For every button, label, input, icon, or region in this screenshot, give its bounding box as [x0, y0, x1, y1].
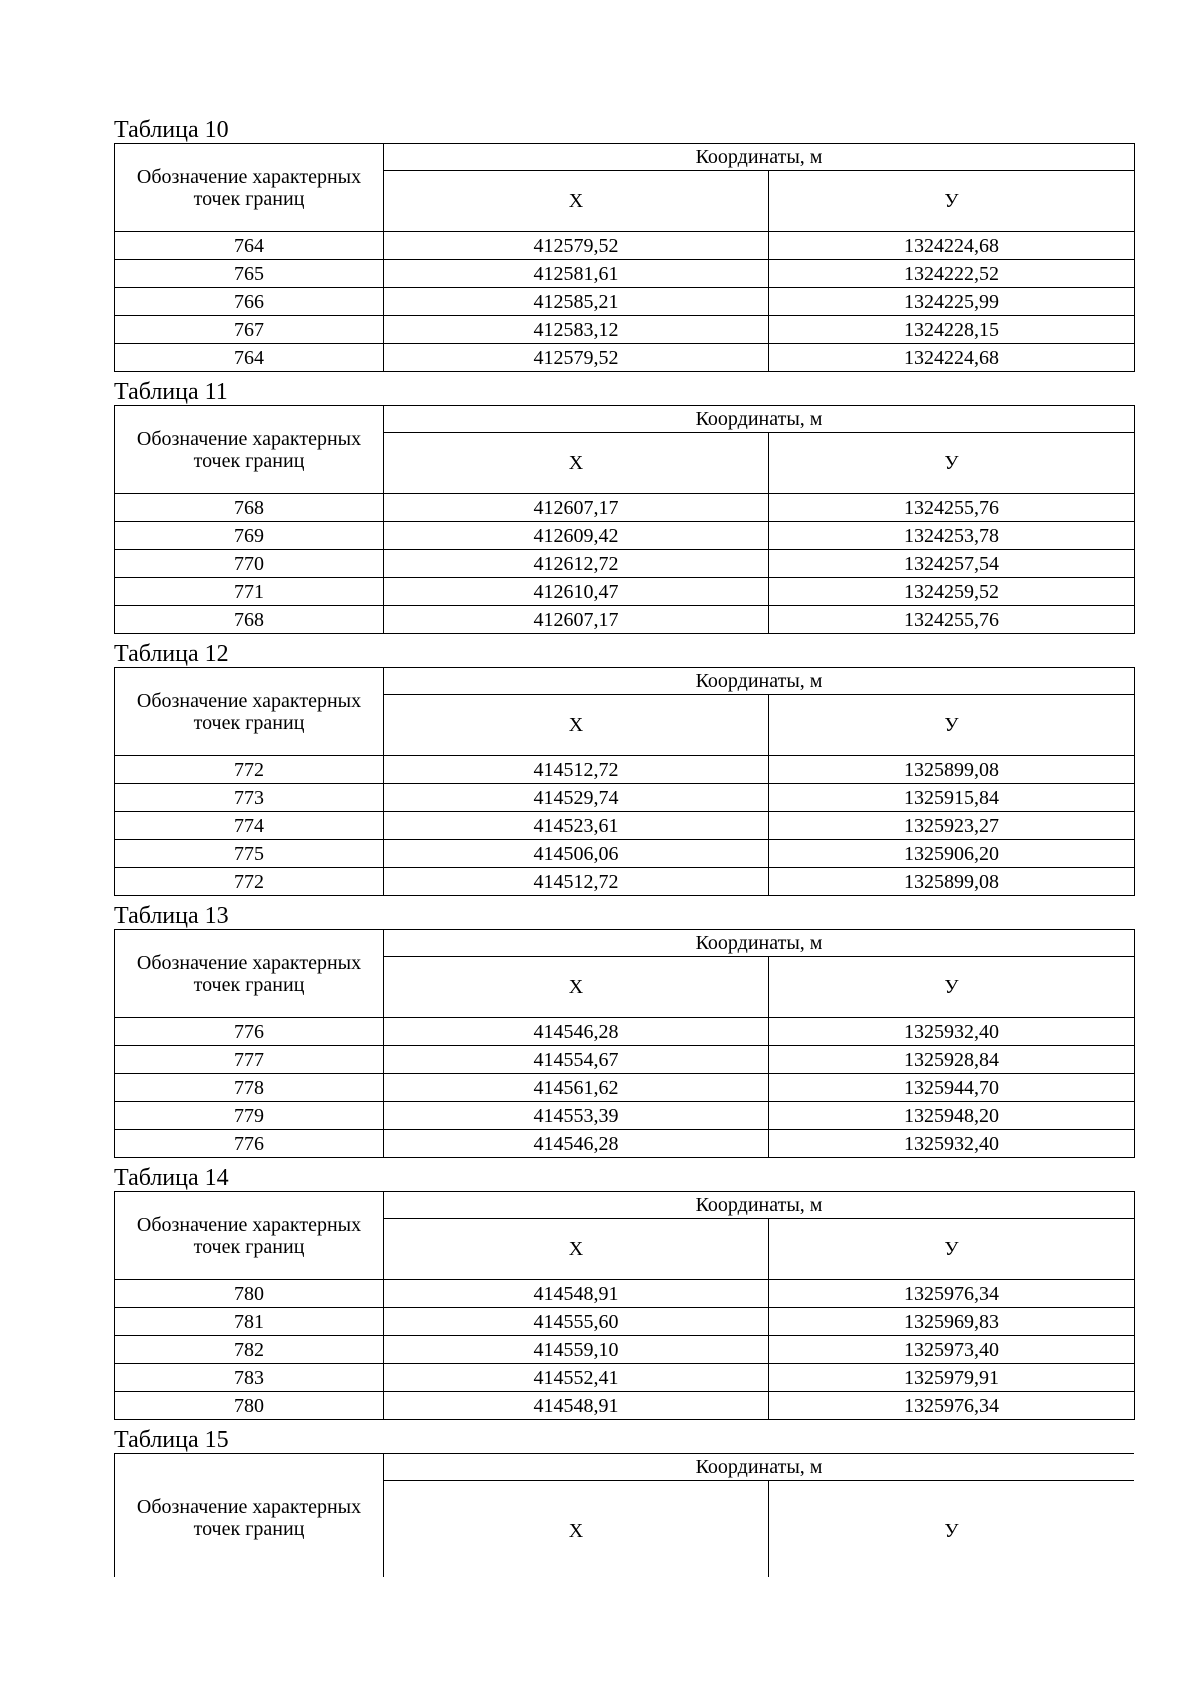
- y-value: 1324224,68: [769, 344, 1135, 372]
- point-number: 764: [115, 232, 384, 260]
- point-number: 765: [115, 260, 384, 288]
- x-value: 414555,60: [384, 1308, 769, 1336]
- y-value: 1324224,68: [769, 232, 1135, 260]
- x-value: 414554,67: [384, 1046, 769, 1074]
- point-number: 772: [115, 756, 384, 784]
- x-header: Х: [384, 433, 769, 494]
- point-number: 772: [115, 868, 384, 896]
- table-row: [115, 812, 1135, 840]
- y-value: 1325948,20: [769, 1102, 1135, 1130]
- y-value: 1324259,52: [769, 578, 1135, 606]
- y-value: 1324257,54: [769, 550, 1135, 578]
- x-value: 412607,17: [384, 494, 769, 522]
- table-row: [115, 494, 1135, 522]
- x-header: Х: [384, 695, 769, 756]
- coordinates-table: [114, 143, 1135, 372]
- coordinates-header: Координаты, м: [384, 1192, 1135, 1219]
- y-value: 1325928,84: [769, 1046, 1135, 1074]
- table-row: [115, 784, 1135, 812]
- x-value: 414506,06: [384, 840, 769, 868]
- x-value: 414546,28: [384, 1018, 769, 1046]
- point-number: 778: [115, 1074, 384, 1102]
- coordinates-header: Координаты, м: [384, 144, 1135, 171]
- table-row: [115, 1336, 1135, 1364]
- x-value: 412579,52: [384, 344, 769, 372]
- point-number: 766: [115, 288, 384, 316]
- x-value: 414512,72: [384, 756, 769, 784]
- x-value: 412583,12: [384, 316, 769, 344]
- y-value: 1324225,99: [769, 288, 1135, 316]
- table-clip: [114, 1453, 1134, 1577]
- table-row: [115, 344, 1135, 372]
- point-number: 776: [115, 1130, 384, 1158]
- y-value: 1325976,34: [769, 1280, 1135, 1308]
- x-header: Х: [384, 1481, 769, 1578]
- y-value: 1325932,40: [769, 1018, 1135, 1046]
- table-row: [115, 1392, 1135, 1420]
- x-value: 414548,91: [384, 1392, 769, 1420]
- coordinates-header: Координаты, м: [384, 668, 1135, 695]
- table-row: [115, 868, 1135, 896]
- point-number: 780: [115, 1280, 384, 1308]
- x-value: 414561,62: [384, 1074, 769, 1102]
- table-row: [115, 1074, 1135, 1102]
- x-value: 412612,72: [384, 550, 769, 578]
- coordinates-header: Координаты, м: [384, 406, 1135, 433]
- table-row: [115, 1308, 1135, 1336]
- coordinates-header: Координаты, м: [384, 1454, 1135, 1481]
- x-value: 414512,72: [384, 868, 769, 896]
- x-value: 414529,74: [384, 784, 769, 812]
- designation-header: Обозначение характерных точек границ: [115, 930, 384, 1018]
- y-header: У: [769, 695, 1135, 756]
- point-number: 781: [115, 1308, 384, 1336]
- table-caption: Таблица 12: [114, 641, 229, 667]
- designation-header: Обозначение характерных точек границ: [115, 1192, 384, 1280]
- designation-header: Обозначение характерных точек границ: [115, 1454, 384, 1578]
- coordinates-table: [114, 1191, 1135, 1420]
- table-caption: Таблица 10: [114, 117, 229, 143]
- x-value: 412579,52: [384, 232, 769, 260]
- table-row: [115, 1364, 1135, 1392]
- coordinates-table: [114, 405, 1135, 634]
- y-value: 1324222,52: [769, 260, 1135, 288]
- y-value: 1325932,40: [769, 1130, 1135, 1158]
- coordinates-table: [114, 1453, 1134, 1577]
- y-value: 1325923,27: [769, 812, 1135, 840]
- x-value: 414552,41: [384, 1364, 769, 1392]
- table-row: [115, 606, 1135, 634]
- designation-header: Обозначение характерных точек границ: [115, 668, 384, 756]
- x-value: 414548,91: [384, 1280, 769, 1308]
- x-value: 412609,42: [384, 522, 769, 550]
- y-value: 1324253,78: [769, 522, 1135, 550]
- table-row: [115, 1018, 1135, 1046]
- table-row: [115, 522, 1135, 550]
- y-value: 1324255,76: [769, 606, 1135, 634]
- point-number: 767: [115, 316, 384, 344]
- table-row: [115, 756, 1135, 784]
- table-row: [115, 316, 1135, 344]
- coordinates-table: [114, 667, 1135, 896]
- x-value: 414523,61: [384, 812, 769, 840]
- point-number: 764: [115, 344, 384, 372]
- x-value: 412581,61: [384, 260, 769, 288]
- y-value: 1325906,20: [769, 840, 1135, 868]
- table-row: [115, 1130, 1135, 1158]
- table-row: [115, 840, 1135, 868]
- x-header: Х: [384, 957, 769, 1018]
- designation-header: Обозначение характерных точек границ: [115, 144, 384, 232]
- table-row: [115, 1102, 1135, 1130]
- point-number: 769: [115, 522, 384, 550]
- table-row: [115, 288, 1135, 316]
- y-header: У: [769, 957, 1135, 1018]
- point-number: 780: [115, 1392, 384, 1420]
- table-row: [115, 550, 1135, 578]
- table-row: [115, 232, 1135, 260]
- table-row: [115, 1280, 1135, 1308]
- y-value: 1325899,08: [769, 756, 1135, 784]
- table-caption: Таблица 14: [114, 1165, 229, 1191]
- point-number: 779: [115, 1102, 384, 1130]
- point-number: 768: [115, 494, 384, 522]
- point-number: 770: [115, 550, 384, 578]
- y-header: У: [769, 1481, 1135, 1578]
- point-number: 771: [115, 578, 384, 606]
- x-header: Х: [384, 1219, 769, 1280]
- y-value: 1325969,83: [769, 1308, 1135, 1336]
- y-value: 1325973,40: [769, 1336, 1135, 1364]
- point-number: 773: [115, 784, 384, 812]
- x-header: Х: [384, 171, 769, 232]
- x-value: 412607,17: [384, 606, 769, 634]
- point-number: 768: [115, 606, 384, 634]
- table-row: [115, 260, 1135, 288]
- y-value: 1324255,76: [769, 494, 1135, 522]
- y-value: 1325979,91: [769, 1364, 1135, 1392]
- y-header: У: [769, 433, 1135, 494]
- y-value: 1325944,70: [769, 1074, 1135, 1102]
- coordinates-table: [114, 929, 1135, 1158]
- point-number: 776: [115, 1018, 384, 1046]
- x-value: 412585,21: [384, 288, 769, 316]
- point-number: 782: [115, 1336, 384, 1364]
- point-number: 783: [115, 1364, 384, 1392]
- x-value: 412610,47: [384, 578, 769, 606]
- table-caption: Таблица 11: [114, 379, 228, 405]
- y-header: У: [769, 1219, 1135, 1280]
- y-value: 1324228,15: [769, 316, 1135, 344]
- point-number: 775: [115, 840, 384, 868]
- table-row: [115, 1046, 1135, 1074]
- table-caption: Таблица 15: [114, 1427, 229, 1453]
- x-value: 414546,28: [384, 1130, 769, 1158]
- y-value: 1325915,84: [769, 784, 1135, 812]
- table-row: [115, 578, 1135, 606]
- point-number: 777: [115, 1046, 384, 1074]
- y-header: У: [769, 171, 1135, 232]
- y-value: 1325899,08: [769, 868, 1135, 896]
- designation-header: Обозначение характерных точек границ: [115, 406, 384, 494]
- x-value: 414559,10: [384, 1336, 769, 1364]
- point-number: 774: [115, 812, 384, 840]
- x-value: 414553,39: [384, 1102, 769, 1130]
- table-caption: Таблица 13: [114, 903, 229, 929]
- y-value: 1325976,34: [769, 1392, 1135, 1420]
- coordinates-header: Координаты, м: [384, 930, 1135, 957]
